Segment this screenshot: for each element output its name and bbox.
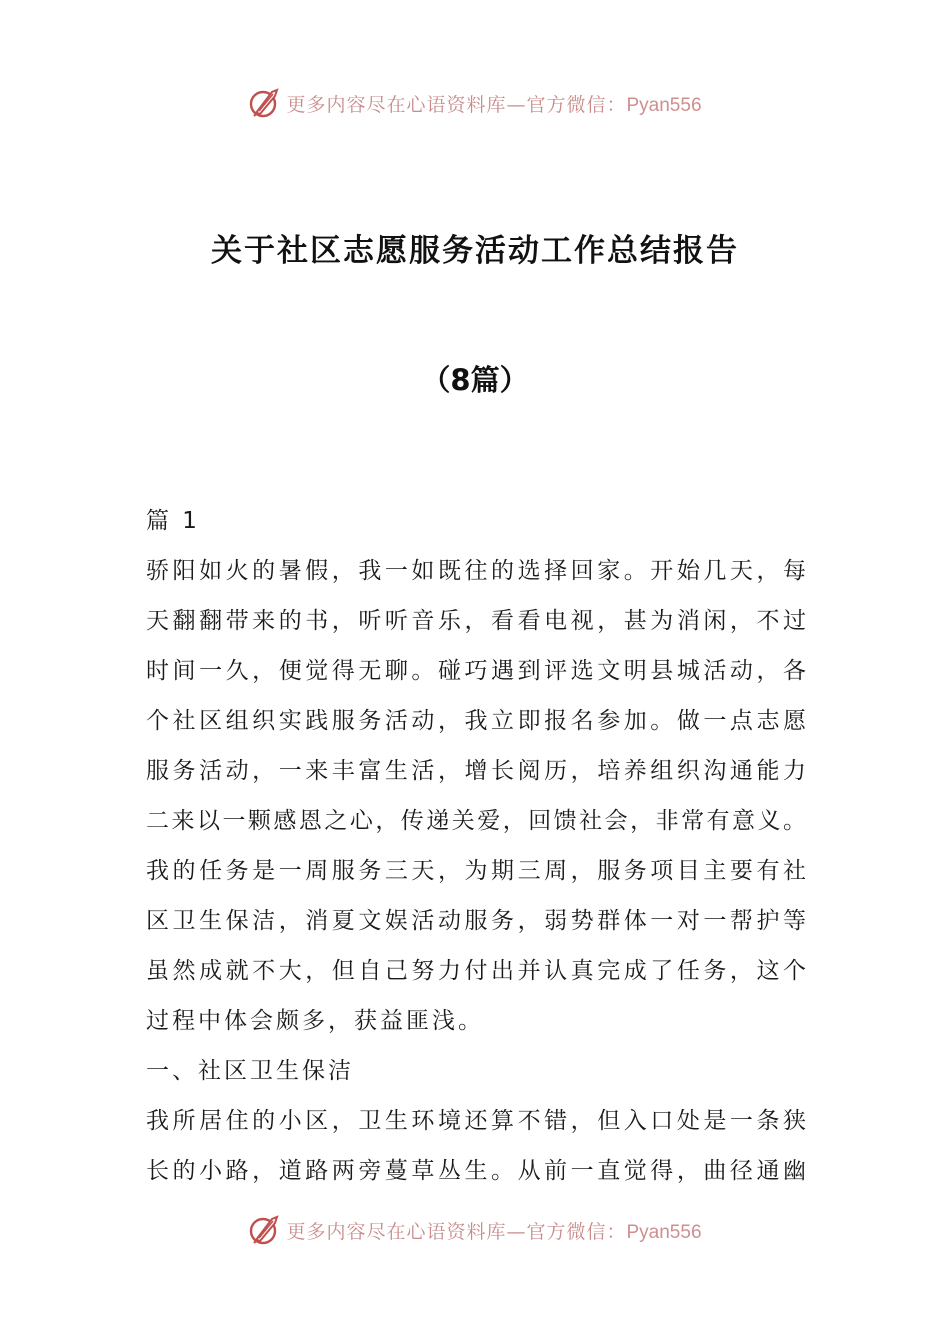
footer-watermark <box>0 1210 950 1250</box>
paragraph-line: 长的小路，道路两旁蔓草丛生。从前一直觉得，曲径通幽 <box>146 1158 806 1184</box>
paragraph-line: 时间一久，便觉得无聊。碰巧遇到评选文明县城活动，各 <box>146 658 806 684</box>
paragraph-line: 二来以一颗感恩之心，传递关爱，回馈社会，非常有意义。 <box>146 808 806 834</box>
paragraph-line: 服务活动，一来丰富生活，增长阅历，培养组织沟通能力 <box>146 758 806 784</box>
paragraph-line: 我的任务是一周服务三天，为期三周，服务项目主要有社 <box>146 858 806 884</box>
quill-pen-logo-icon <box>248 86 282 120</box>
paragraph-line: 区卫生保洁，消夏文娱活动服务，弱势群体一对一帮护等 <box>146 908 806 934</box>
subsection-heading: 一、社区卫生保洁 <box>146 1058 354 1084</box>
paragraph-line: 骄阳如火的暑假，我一如既往的选择回家。开始几天，每 <box>146 558 806 584</box>
header-watermark <box>0 83 950 123</box>
document-subtitle: （8篇） <box>421 363 529 397</box>
watermark-text: 更多内容尽在心语资料库—官方微信：Pyan556 <box>286 93 702 116</box>
paragraph-line: 天翻翻带来的书，听听音乐，看看电视，甚为消闲，不过 <box>146 608 806 634</box>
document-title: 关于社区志愿服务活动工作总结报告 <box>211 233 739 269</box>
quill-pen-logo-icon <box>248 1213 282 1247</box>
paragraph-line: 过程中体会颇多，获益匪浅。 <box>146 1008 484 1034</box>
document-body <box>146 496 806 1196</box>
watermark-text: 更多内容尽在心语资料库—官方微信：Pyan556 <box>286 1220 702 1243</box>
paragraph-line: 个社区组织实践服务活动，我立即报名参加。做一点志愿 <box>146 708 806 734</box>
paragraph-line: 我所居住的小区，卫生环境还算不错，但入口处是一条狭 <box>146 1108 806 1134</box>
section-heading: 篇 1 <box>146 508 200 534</box>
paragraph-line: 虽然成就不大，但自己努力付出并认真完成了任务，这个 <box>146 958 806 984</box>
